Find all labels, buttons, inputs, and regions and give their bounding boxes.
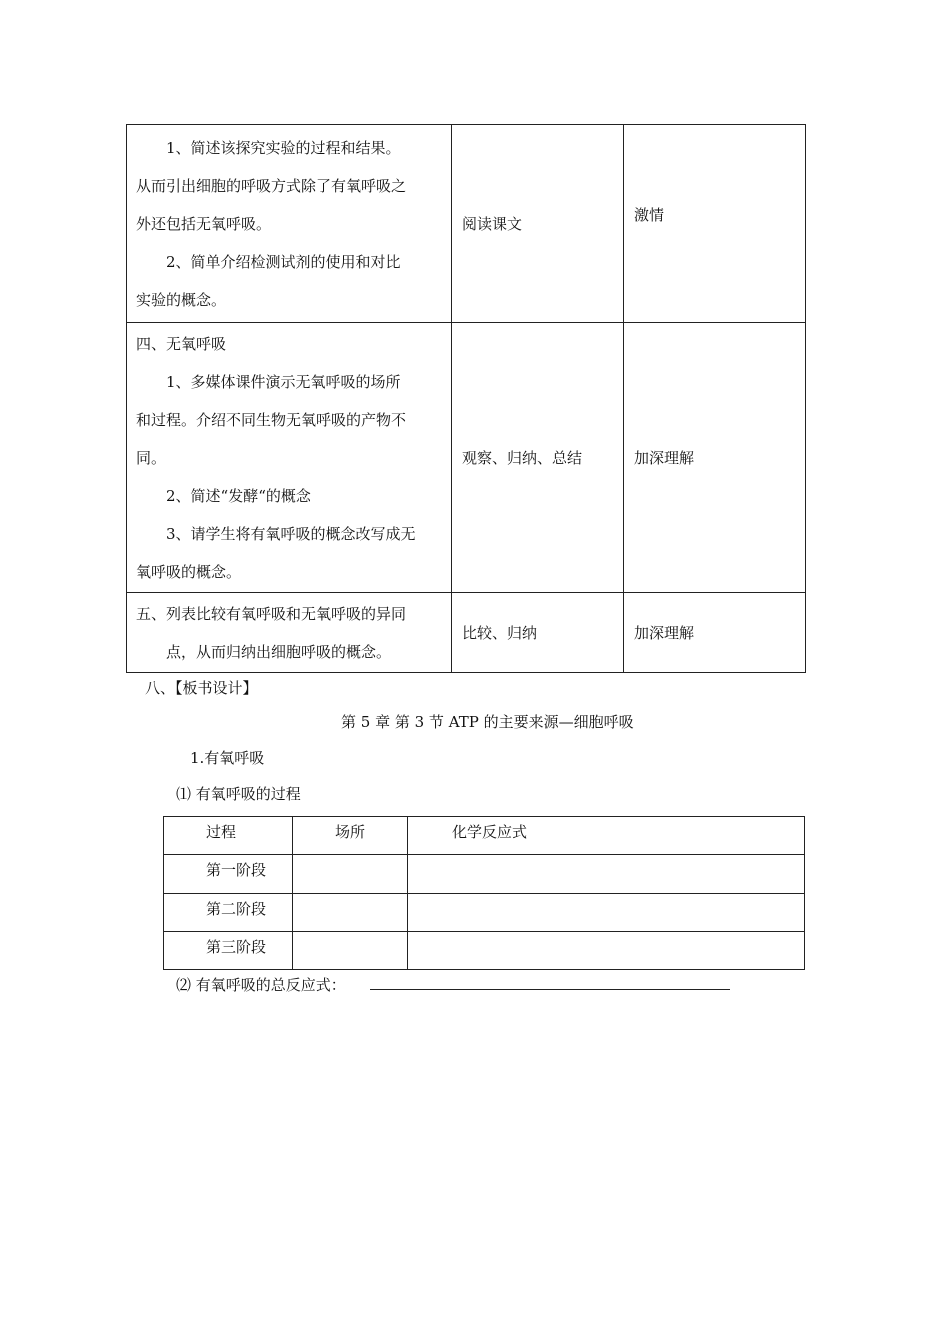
content-line: 点，从而归纳出细胞呼吸的概念。 — [166, 642, 392, 661]
student-activity: 阅读课文 — [462, 214, 523, 233]
student-activity: 观察、归纳、总结 — [462, 448, 583, 467]
board-design-heading: 八、【板书设计】 — [145, 679, 258, 697]
stage-label: 第二阶段 — [164, 893, 293, 931]
intent-cell — [624, 125, 806, 323]
design-intent: 加深理解 — [634, 448, 695, 467]
header-location: 场所 — [293, 817, 408, 855]
lesson-row — [127, 125, 806, 323]
equation-cell — [408, 931, 805, 969]
content-line: 1、多媒体课件演示无氧呼吸的场所 — [166, 372, 401, 391]
design-intent: 激情 — [634, 206, 665, 224]
content-cell — [127, 593, 452, 673]
content-line: 四、无氧呼吸 — [136, 334, 227, 353]
content-line: 五、列表比较有氧呼吸和无氧呼吸的异同 — [136, 604, 407, 623]
location-cell — [293, 893, 408, 931]
content-line: 同。 — [136, 448, 167, 467]
intent-cell — [624, 323, 806, 593]
answer-blank-line — [370, 989, 730, 990]
header-process: 过程 — [164, 817, 293, 855]
content-line: 3、请学生将有氧呼吸的概念改写成无 — [166, 524, 416, 543]
subsection-process: ⑴ 有氧呼吸的过程 — [176, 785, 301, 803]
content-cell — [127, 323, 452, 593]
lesson-row — [127, 323, 806, 593]
section-aerobic: 1.有氧呼吸 — [190, 749, 265, 767]
equation-cell — [408, 893, 805, 931]
location-cell — [293, 931, 408, 969]
content-line: 从而引出细胞的呼吸方式除了有氧呼吸之 — [136, 176, 407, 195]
location-cell — [293, 855, 408, 893]
content-line: 1、简述该探究实验的过程和结果。 — [166, 138, 401, 157]
table-row — [164, 855, 805, 893]
content-cell — [127, 125, 452, 323]
lesson-table — [126, 124, 806, 673]
board-design-title: 第 5 章 第 3 节 ATP 的主要来源—细胞呼吸 — [341, 713, 634, 731]
subsection-total-equation: ⑵ 有氧呼吸的总反应式： — [176, 976, 346, 994]
stage-label: 第一阶段 — [164, 855, 293, 893]
stage-label: 第三阶段 — [164, 931, 293, 969]
table-row — [164, 893, 805, 931]
content-line: 2、简述“发酵“的概念 — [166, 486, 311, 505]
content-line: 实验的概念。 — [136, 290, 227, 309]
design-intent: 加深理解 — [634, 623, 695, 642]
intent-cell — [624, 593, 806, 673]
lesson-row — [127, 593, 806, 673]
content-line: 氧呼吸的概念。 — [136, 562, 242, 581]
student-activity-cell — [452, 125, 624, 323]
process-table — [163, 816, 805, 970]
process-header-row — [164, 817, 805, 855]
equation-cell — [408, 855, 805, 893]
table-row — [164, 931, 805, 969]
student-activity: 比较、归纳 — [462, 623, 538, 642]
student-activity-cell — [452, 593, 624, 673]
content-line: 和过程。介绍不同生物无氧呼吸的产物不 — [136, 410, 407, 429]
student-activity-cell — [452, 323, 624, 593]
content-line: 外还包括无氧呼吸。 — [136, 214, 272, 233]
header-equation: 化学反应式 — [408, 817, 805, 855]
content-line: 2、简单介绍检测试剂的使用和对比 — [166, 252, 401, 271]
